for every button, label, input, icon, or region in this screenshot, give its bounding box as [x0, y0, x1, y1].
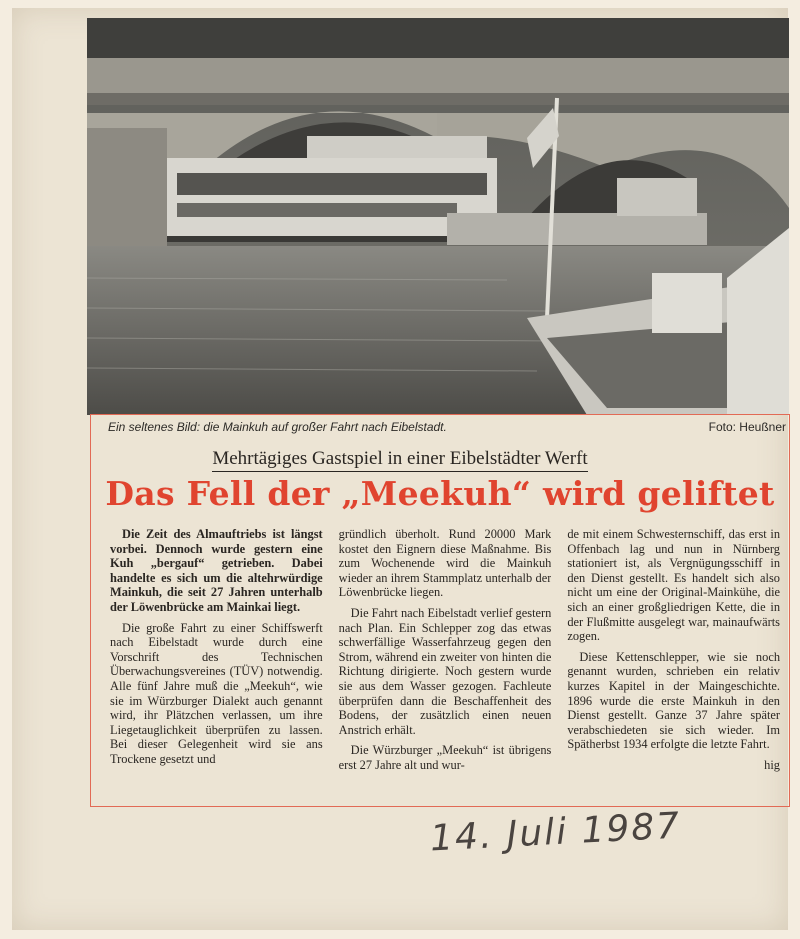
paragraph: Diese Kettenschlepper, wie sie noch genannt wurden, schrieben ein relativ kurzes Kapitel in der Maingeschichte. 1896 wurde die erste Mainkuh in den Dienst gestellt. Ganze 37 Jahre später verabschiedeten sie sich wieder. Im Spätherbst 1934 erfolgte die letzte Fahrt.	[567, 649, 781, 752]
article-body	[110, 527, 780, 803]
photo-caption: Ein seltenes Bild: die Mainkuh auf großer Fahrt nach Eibelstadt.	[108, 420, 447, 434]
kicker-text: Mehrtägiges Gastspiel in einer Eibelstädter Werft	[212, 448, 587, 472]
author-signature: hig	[764, 757, 781, 772]
article-column-2	[339, 527, 552, 803]
lead-paragraph: Die Zeit des Almauftriebs ist längst vorbei. Dennoch wurde gestern eine Kuh „bergauf“ getrieben. Dabei handelte es sich um die altehrwürdige Mainkuh, die seit 27 Jahren unterhalb der Löwenbrücke am Mainkai liegt.	[110, 527, 323, 614]
photo-credit: Foto: Heußner	[708, 420, 786, 434]
article-column-3	[567, 527, 780, 803]
paragraph: gründlich überholt. Rund 20000 Mark kostet den Eignern diese Maßnahme. Bis zum Wochenende wird die Mainkuh wieder an ihrem Stammplatz unterhalb der Löwenbrücke liegen.	[338, 527, 552, 600]
article-column-1	[110, 527, 323, 803]
photo-mainkuh	[87, 18, 789, 415]
paragraph: Die große Fahrt zu einer Schiffswerft nach Eibelstadt wurde durch eine Vorschrift des Technischen Überwachungsvereines (TÜV) notwendig. Alle fünf Jahre muß die „Meekuh“, wie sie im Würzburger Dialekt auch genannt wird, ihr Plätzchen verlassen, um ihre Liegetauglichkeit überprüfen zu lassen. Bei dieser Gelegenheit wird sie ans Trockene gesetzt und	[110, 620, 323, 766]
article-headline: Das Fell der „Meekuh“ wird geliftet	[105, 474, 775, 513]
article-kicker	[0, 448, 800, 470]
photo-image	[87, 18, 789, 415]
paragraph: de mit einem Schwesternschiff, das erst in Offenbach lag und nun in Nürnberg stationiert ist, als Vergnügungsschiff in den Dienst gestellt. Es handelt sich also nicht um eine der Original-Mainkühe, die sich an einer großgliedrigen Kette, die in der Flußmitte ausgelegt war, mainaufwärts zogen.	[567, 527, 781, 644]
paragraph: Die Würzburger „Meekuh“ ist übrigens erst 27 Jahre alt und wur-	[338, 743, 552, 772]
handwritten-date: 14. Juli 1987	[429, 805, 683, 860]
paragraph: Die Fahrt nach Eibelstadt verlief gestern nach Plan. Ein Schlepper zog das etwas schwerfällige Wasserfahrzeug gegen den Strom, während ein zweiter von hinten die Richtung dirigierte. Noch gestern wurde sie aus dem Wasser gezogen. Fachleute überprüfen dann die Beschaffenheit des Bodens, der zusätzlich einen neuen Anstrich erhält.	[338, 605, 552, 737]
